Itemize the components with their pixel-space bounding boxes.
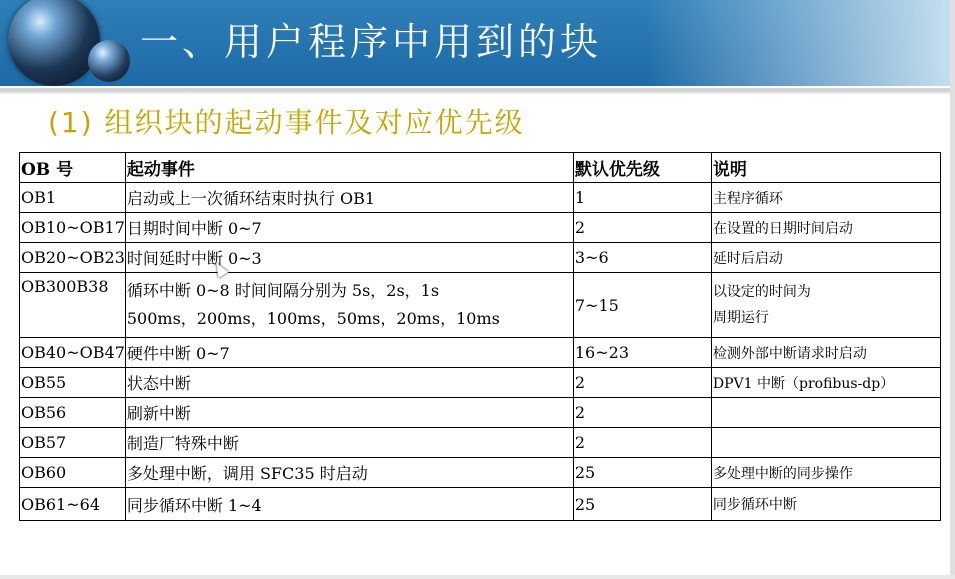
table-row xyxy=(20,338,941,368)
sphere-logo-large xyxy=(8,0,100,86)
cell-priority: 7~15 xyxy=(573,273,711,338)
cell-ob: OB300B38 xyxy=(20,273,126,338)
table-row xyxy=(20,428,941,458)
cell-priority: 2 xyxy=(573,398,711,428)
title-banner xyxy=(0,0,955,86)
cell-note xyxy=(711,428,940,458)
cell-event: 硬件中断 0~7 xyxy=(125,338,573,368)
cell-event: 状态中断 xyxy=(125,368,573,398)
banner-gradient xyxy=(645,0,955,86)
cell-ob: OB57 xyxy=(20,428,126,458)
cell-event: 时间延时中断 0~3 xyxy=(125,243,573,273)
cell-event: 制造厂特殊中断 xyxy=(125,428,573,458)
cell-ob: OB40~OB47 xyxy=(20,338,126,368)
cell-event: 刷新中断 xyxy=(125,398,573,428)
cell-priority: 2 xyxy=(573,368,711,398)
table-row xyxy=(20,398,941,428)
cell-priority: 25 xyxy=(573,488,711,521)
cell-note xyxy=(711,273,940,338)
cell-ob: OB56 xyxy=(20,398,126,428)
table-row xyxy=(20,368,941,398)
cell-note: 主程序循环 xyxy=(711,183,940,213)
section-subtitle: (1) 组织块的起动事件及对应优先级 xyxy=(48,106,525,139)
ob-priority-table xyxy=(19,152,941,521)
cell-note xyxy=(711,398,940,428)
cell-priority: 16~23 xyxy=(573,338,711,368)
cell-priority: 1 xyxy=(573,183,711,213)
cell-note-line2: 周期运行 xyxy=(712,310,769,326)
table-header-row xyxy=(20,153,941,183)
cell-event xyxy=(125,273,573,338)
cell-ob: OB10~OB17 xyxy=(20,213,126,243)
cell-note: 在设置的日期时间启动 xyxy=(711,213,940,243)
col-header-ob: OB 号 xyxy=(20,153,126,183)
table-row xyxy=(20,243,941,273)
window-edge-right xyxy=(950,0,955,579)
cell-note: 多处理中断的同步操作 xyxy=(711,458,940,488)
col-header-event: 起动事件 xyxy=(125,153,573,183)
cell-event: 日期时间中断 0~7 xyxy=(125,213,573,243)
cell-priority: 2 xyxy=(573,428,711,458)
cell-event-line1: 循环中断 0~8 时间间隔分别为 5s，2s，1s xyxy=(126,281,440,300)
cell-priority: 25 xyxy=(573,458,711,488)
col-header-priority: 默认优先级 xyxy=(573,153,711,183)
cell-priority: 3~6 xyxy=(573,243,711,273)
cell-ob: OB1 xyxy=(20,183,126,213)
slide-title: 一、用户程序中用到的块 xyxy=(140,20,603,64)
cell-event-line2: 500ms，200ms，100ms，50ms，20ms，10ms xyxy=(126,309,500,328)
table-row xyxy=(20,458,941,488)
cell-event: 多处理中断，调用 SFC35 时启动 xyxy=(125,458,573,488)
cell-ob: OB55 xyxy=(20,368,126,398)
cell-note: 检测外部中断请求时启动 xyxy=(711,338,940,368)
table-row xyxy=(20,488,941,521)
cell-note-line1: 以设定的时间为 xyxy=(712,284,811,300)
cell-priority: 2 xyxy=(573,213,711,243)
cell-note: DPV1 中断（profibus-dp） xyxy=(711,368,940,398)
sphere-logo-small xyxy=(88,40,130,82)
cell-ob: OB60 xyxy=(20,458,126,488)
cell-ob: OB61~64 xyxy=(20,488,126,521)
cell-note: 延时后启动 xyxy=(711,243,940,273)
cell-ob: OB20~OB23 xyxy=(20,243,126,273)
window-edge-bottom xyxy=(0,575,955,579)
table-row xyxy=(20,183,941,213)
table-row xyxy=(20,273,941,338)
cell-event: 同步循环中断 1~4 xyxy=(125,488,573,521)
cell-event: 启动或上一次循环结束时执行 OB1 xyxy=(125,183,573,213)
col-header-note: 说明 xyxy=(711,153,940,183)
cell-note: 同步循环中断 xyxy=(711,488,940,521)
divider-shadow xyxy=(0,92,955,94)
table-row xyxy=(20,213,941,243)
